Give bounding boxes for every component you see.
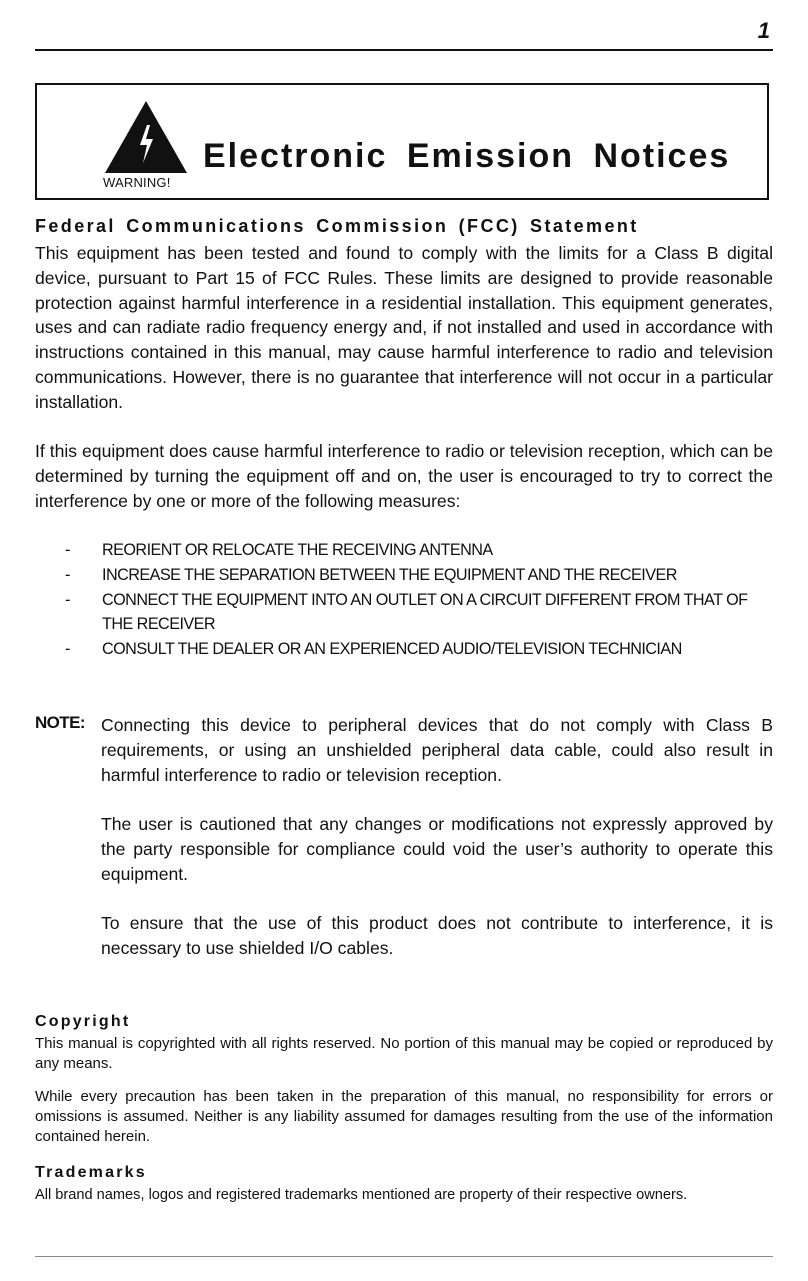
copyright-paragraph-2: While every precaution has been taken in the preparation of this manual, no responsibility for errors or omissions is assumed. Neither is any liability assumed for damages resulting from the use of the information contained herein. [35,1088,773,1145]
list-item: - INCREASE THE SEPARATION BETWEEN THE EQUIPMENT AND THE RECEIVER [65,565,677,584]
page-number: 1 [757,18,770,43]
copyright-heading: Copyright [35,1013,131,1030]
note-paragraph-2: The user is cautioned that any changes or modifications not expressly approved by the party responsible for compliance could void the user’s authority to operate this equipment. [101,814,773,884]
list-item: - CONSULT THE DEALER OR AN EXPERIENCED AUDIO/TELEVISION TECHNICIAN [65,640,682,659]
top-rule [35,49,773,51]
warning-label: WARNING! [103,175,171,190]
copyright-paragraph-1: This manual is copyrighted with all rights reserved. No portion of this manual may be copied or reproduced by any means. [35,1035,773,1072]
trademarks-heading: Trademarks [35,1164,147,1181]
note-paragraph-1: Connecting this device to peripheral devices that do not comply with Class B requirements, or using an unshielded peripheral data cable, could also result in harmful interference to radio or television reception. [101,715,773,785]
fcc-heading: Federal Communications Commission (FCC) Statement [35,216,639,236]
list-item: - REORIENT OR RELOCATE THE RECEIVING ANTENNA [65,541,493,559]
list-item: - CONNECT THE EQUIPMENT INTO AN OUTLET ON A CIRCUIT DIFFERENT FROM THAT OF THE RECEIVER [65,590,748,634]
fcc-paragraph-1: This equipment has been tested and found to comply with the limits for a Class B digital device, pursuant to Part 15 of FCC Rules. These limits are designed to provide reasonable protection against harmful interference in a residential installation. This equipment generates, uses and can radiate radio frequency energy and, if not installed and used in accordance with instructions contained in this manual, may cause harmful interference to radio and television communications. However, there is no guarantee that interference will not occur in a particular installation. [35,243,773,412]
bottom-rule [35,1256,773,1257]
note-label: NOTE: [35,713,85,732]
trademarks-paragraph: All brand names, logos and registered trademarks mentioned are property of their respective owners. [35,1187,688,1203]
page-title: Electronic Emission Notices [203,137,731,175]
warning-box [35,83,769,200]
note-paragraph-3: To ensure that the use of this product does not contribute to interference, it is necessary to use shielded I/O cables. [101,913,773,958]
measures-list [35,538,773,662]
fcc-paragraph-2: If this equipment does cause harmful interference to radio or television reception, which can be determined by turning the equipment off and on, the user is encouraged to try to correct the interference by one or more of the following measures: [35,441,773,511]
lightning-warning-icon [103,99,189,175]
